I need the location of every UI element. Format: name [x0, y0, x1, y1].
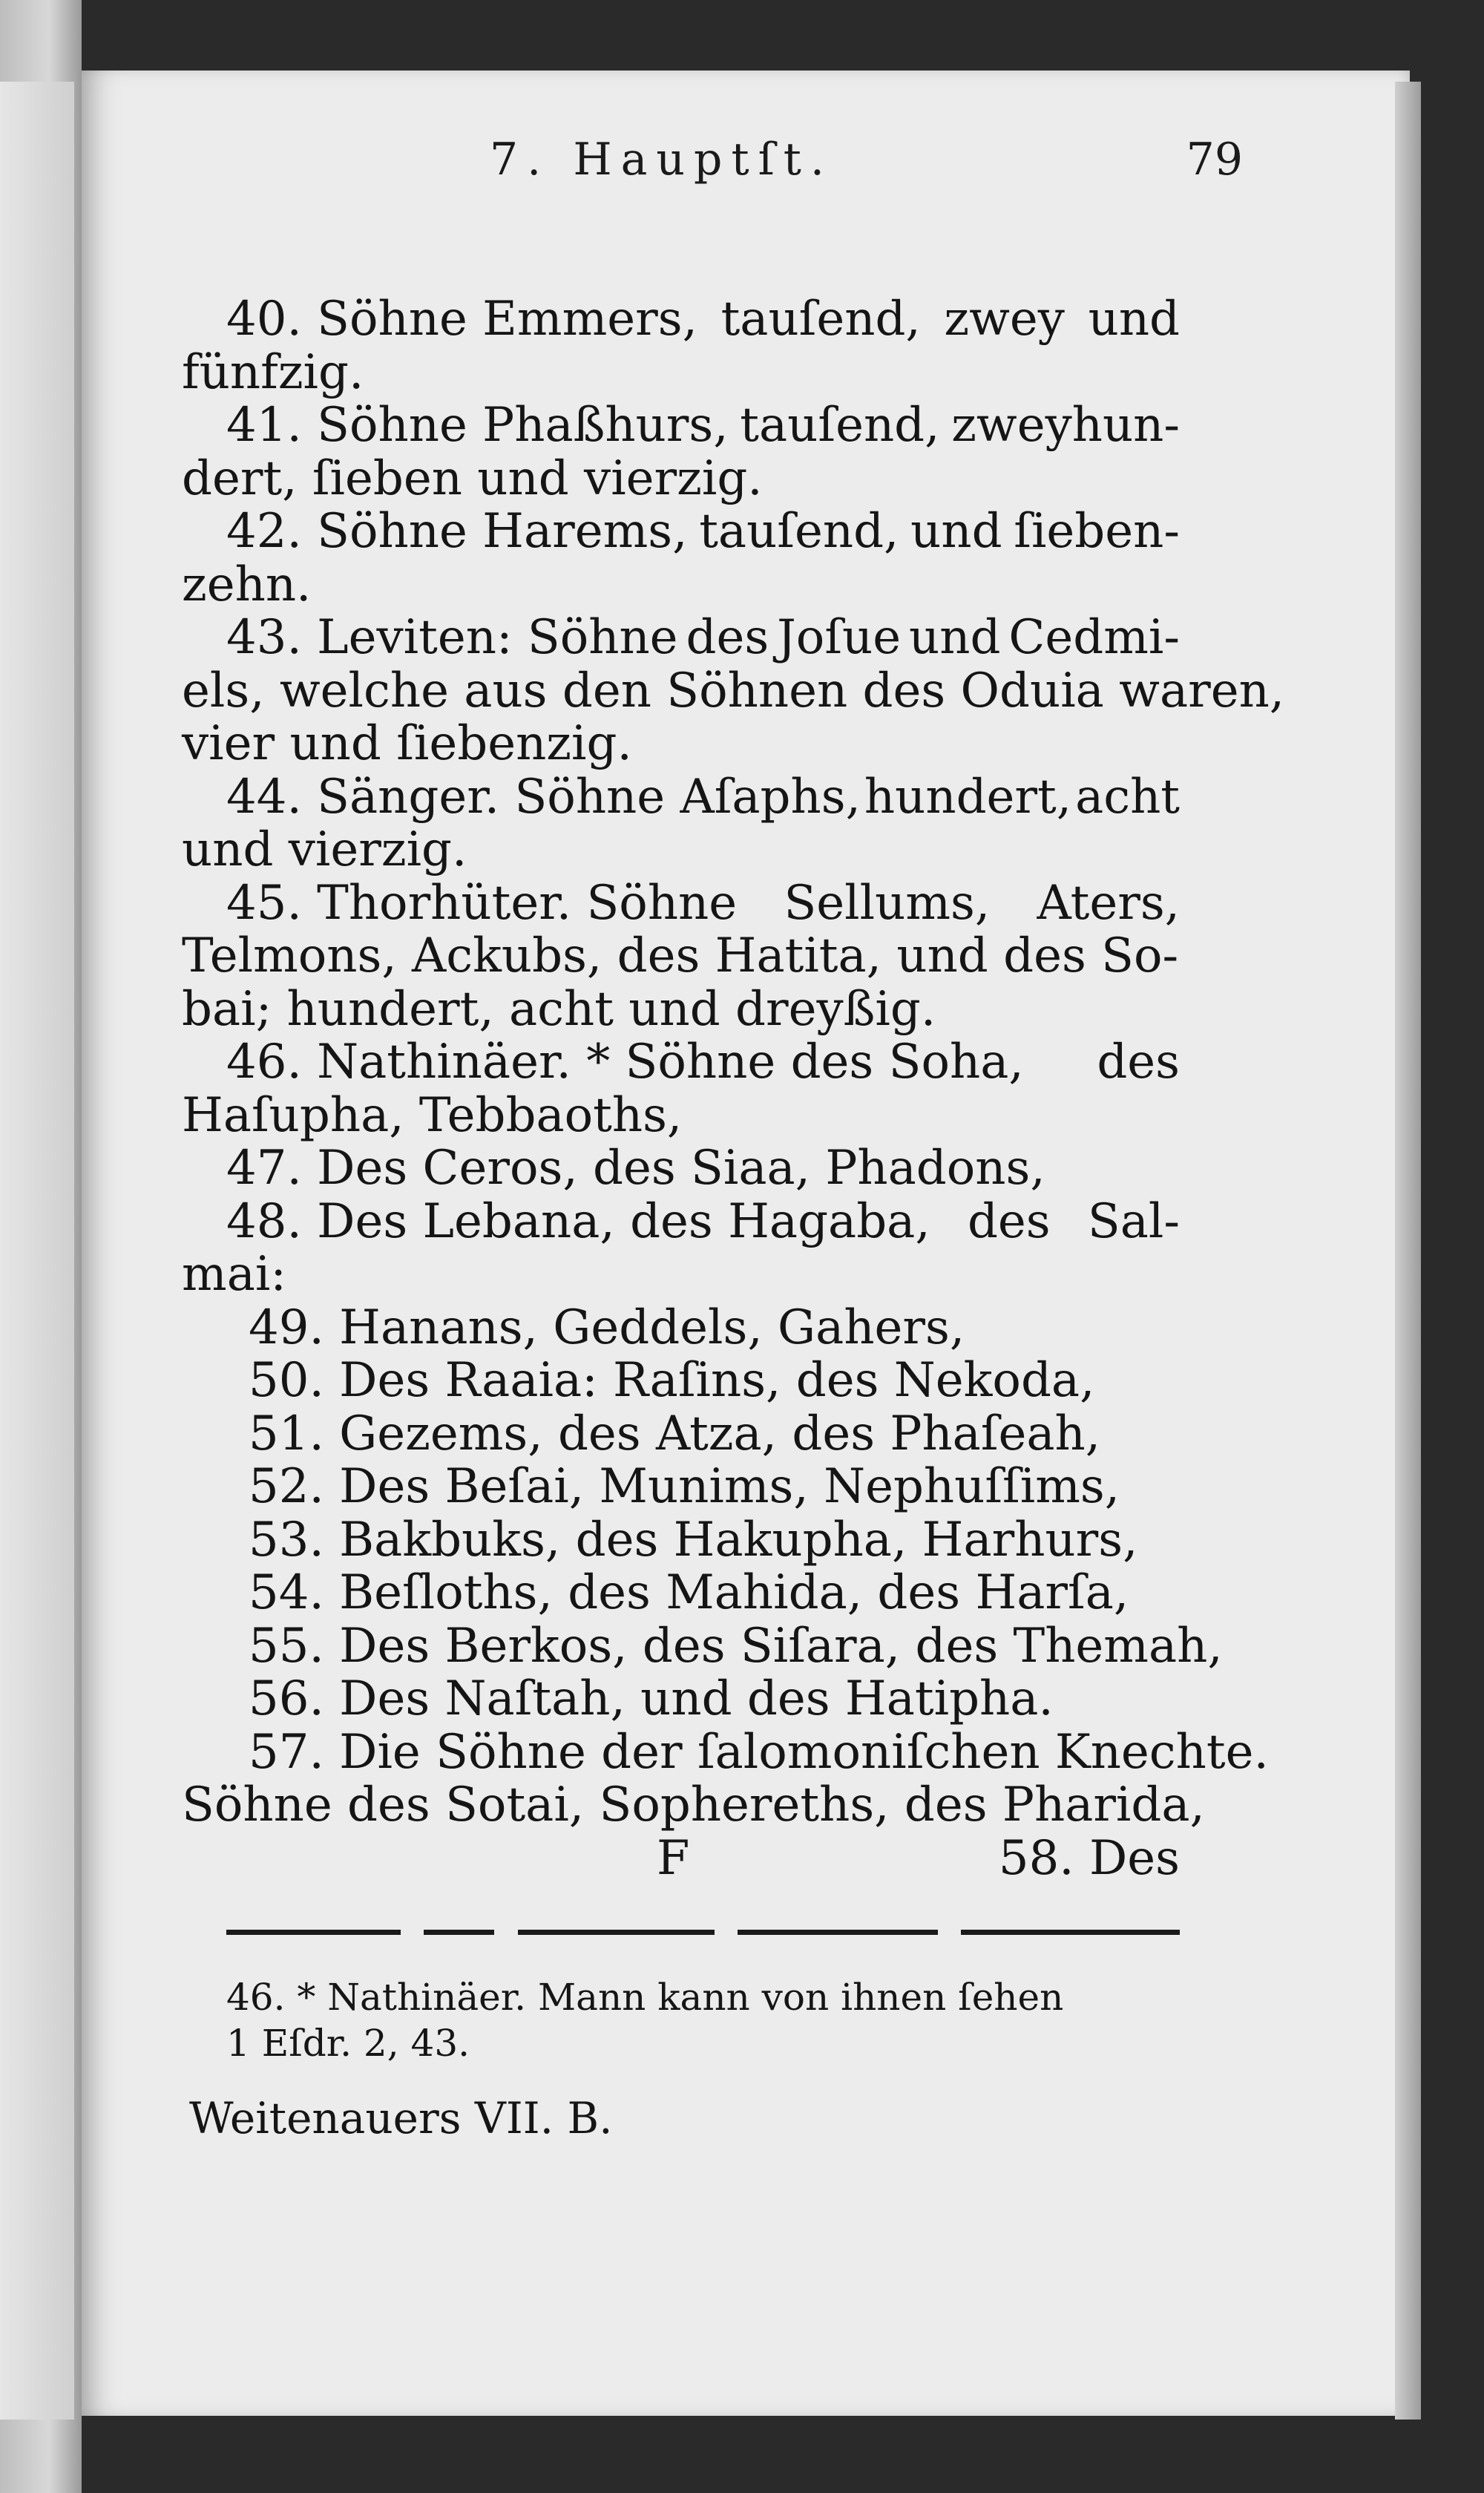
text-segment: Cedmi-	[1008, 610, 1180, 665]
text-line	[182, 877, 1180, 931]
text-segment: 52. Des Beſai, Munims, Nephuſſims,	[249, 1459, 1120, 1514]
text-line	[182, 1193, 1180, 1249]
main-text	[182, 292, 1285, 1886]
text-segment: 50. Des Raaia: Raſins, des Nekoda,	[249, 1353, 1095, 1408]
text-line	[182, 453, 1180, 506]
text-segment: Haſupha, Tebbaoths,	[182, 1087, 683, 1143]
text-segment: bai; hundert, acht und dreyßig.	[182, 981, 936, 1037]
text-segment: mai:	[182, 1247, 286, 1302]
text-segment: 56. Des Naſtah, und des Hatipha.	[249, 1671, 1054, 1726]
text-segment: tauſend,	[699, 504, 899, 559]
text-line	[182, 293, 1180, 347]
text-segment: acht	[1075, 769, 1180, 825]
separator-rule	[226, 1930, 401, 1935]
text-segment: tauſend,	[740, 398, 940, 453]
separator-rule	[961, 1930, 1180, 1935]
chapter-heading: 7. Hauptſt.	[490, 134, 833, 186]
text-segment: vier und ſiebenzig.	[182, 716, 632, 771]
text-line	[182, 1036, 1180, 1090]
text-segment: 45. Thorhüter. Söhne	[226, 875, 738, 931]
text-line	[182, 1302, 1180, 1355]
text-line	[182, 930, 1180, 983]
text-segment: fünfzig.	[182, 344, 364, 400]
running-header	[416, 134, 1243, 193]
text-line	[182, 1673, 1180, 1726]
text-line	[182, 771, 1180, 825]
text-segment: Sellums,	[784, 875, 991, 931]
text-line	[182, 1778, 1205, 1832]
text-line	[182, 1724, 1269, 1780]
text-line	[182, 663, 1285, 718]
text-segment: des	[967, 1193, 1051, 1249]
signature-mark: F	[657, 1830, 690, 1886]
text-segment: Joſue	[777, 610, 902, 665]
text-line	[182, 1567, 1180, 1620]
text-segment: 42. Söhne Harems,	[226, 504, 688, 559]
text-segment: zehn.	[182, 557, 312, 612]
separator-rule	[738, 1930, 938, 1935]
footnote	[226, 1974, 1180, 2066]
text-segment: und	[910, 504, 1002, 559]
text-segment: dert, ſieben und vierzig.	[182, 451, 763, 506]
text-segment: Söhne des Sotai, Sophereths, des Pharida,	[182, 1778, 1205, 1832]
text-segment: 53. Bakbuks, des Hakupha, Harhurs,	[249, 1512, 1138, 1567]
text-segment: Telmons, Ackubs, des Hatita, und des So-	[182, 928, 1179, 983]
signature-line	[182, 1832, 1180, 1886]
text-segment: zweyhun-	[951, 398, 1180, 453]
text-segment: 49. Hanans, Geddels, Gahers,	[249, 1300, 965, 1355]
text-line	[182, 824, 1180, 877]
text-segment: 40. Söhne Emmers,	[226, 292, 697, 347]
text-segment: 41. Söhne Phaßhurs,	[226, 398, 729, 453]
text-segment: 46. Nathinäer. * Söhne des Soha,	[226, 1035, 1024, 1090]
catchword: 58. Des	[998, 1830, 1180, 1886]
text-segment: 54. Beſloths, des Mahida, des Harſa,	[249, 1565, 1129, 1620]
text-line	[182, 559, 1180, 612]
text-segment: 57. Die Söhne der ſalomoniſchen Knechte.	[249, 1724, 1269, 1780]
text-segment: 47. Des Ceros, des Siaa, Phadons,	[226, 1141, 1045, 1196]
printer-signature: Weitenauers VII. B.	[189, 2093, 613, 2143]
text-line	[182, 1408, 1180, 1461]
separator-rule	[424, 1930, 494, 1935]
text-line	[182, 1354, 1180, 1408]
text-segment: 51. Gezems, des Atza, des Phaſeah,	[249, 1406, 1101, 1461]
text-segment: 55. Des Berkos, des Siſara, des Themah,	[249, 1618, 1223, 1674]
footnote-line: 1 Eſdr. 2, 43.	[226, 2022, 470, 2065]
text-segment: und	[909, 610, 1001, 665]
text-segment: 43. Leviten: Söhne	[226, 610, 678, 665]
text-line	[182, 1142, 1180, 1196]
text-line	[182, 1248, 1180, 1302]
text-line	[182, 983, 1180, 1037]
text-line	[182, 344, 1180, 400]
right-page-edge	[1395, 82, 1421, 2420]
text-segment: 48. Des Lebana, des Hagaba,	[226, 1193, 930, 1249]
text-segment: des	[686, 610, 769, 665]
text-segment: Aters,	[1037, 875, 1180, 931]
facing-page-strip	[0, 82, 74, 2420]
text-segment: tauſend,	[720, 292, 921, 347]
text-segment: hundert,	[864, 769, 1072, 825]
text-line	[182, 1087, 1180, 1143]
footnote-separator	[226, 1930, 1180, 1936]
text-line	[182, 612, 1180, 665]
text-line	[182, 1514, 1180, 1567]
separator-rule	[518, 1930, 715, 1935]
text-line	[182, 1618, 1223, 1674]
text-segment: 44. Sänger. Söhne Aſaphs,	[226, 769, 861, 825]
text-segment: Sal-	[1087, 1193, 1180, 1249]
text-segment: und	[1088, 292, 1180, 347]
text-segment: und vierzig.	[182, 822, 467, 877]
text-line	[182, 1461, 1180, 1514]
text-segment: ſieben-	[1014, 504, 1180, 559]
text-segment: els, welche aus den Söhnen des Oduia waren,	[182, 663, 1285, 718]
text-line	[182, 399, 1180, 453]
page-number: 79	[1186, 134, 1243, 186]
text-segment: des	[1097, 1035, 1180, 1090]
footnote-line: 46. * Nathinäer. Mann kann von ihnen ſehen	[226, 1976, 1064, 2019]
text-line	[182, 505, 1180, 559]
text-line	[182, 718, 1180, 771]
text-segment: zwey	[944, 292, 1065, 347]
